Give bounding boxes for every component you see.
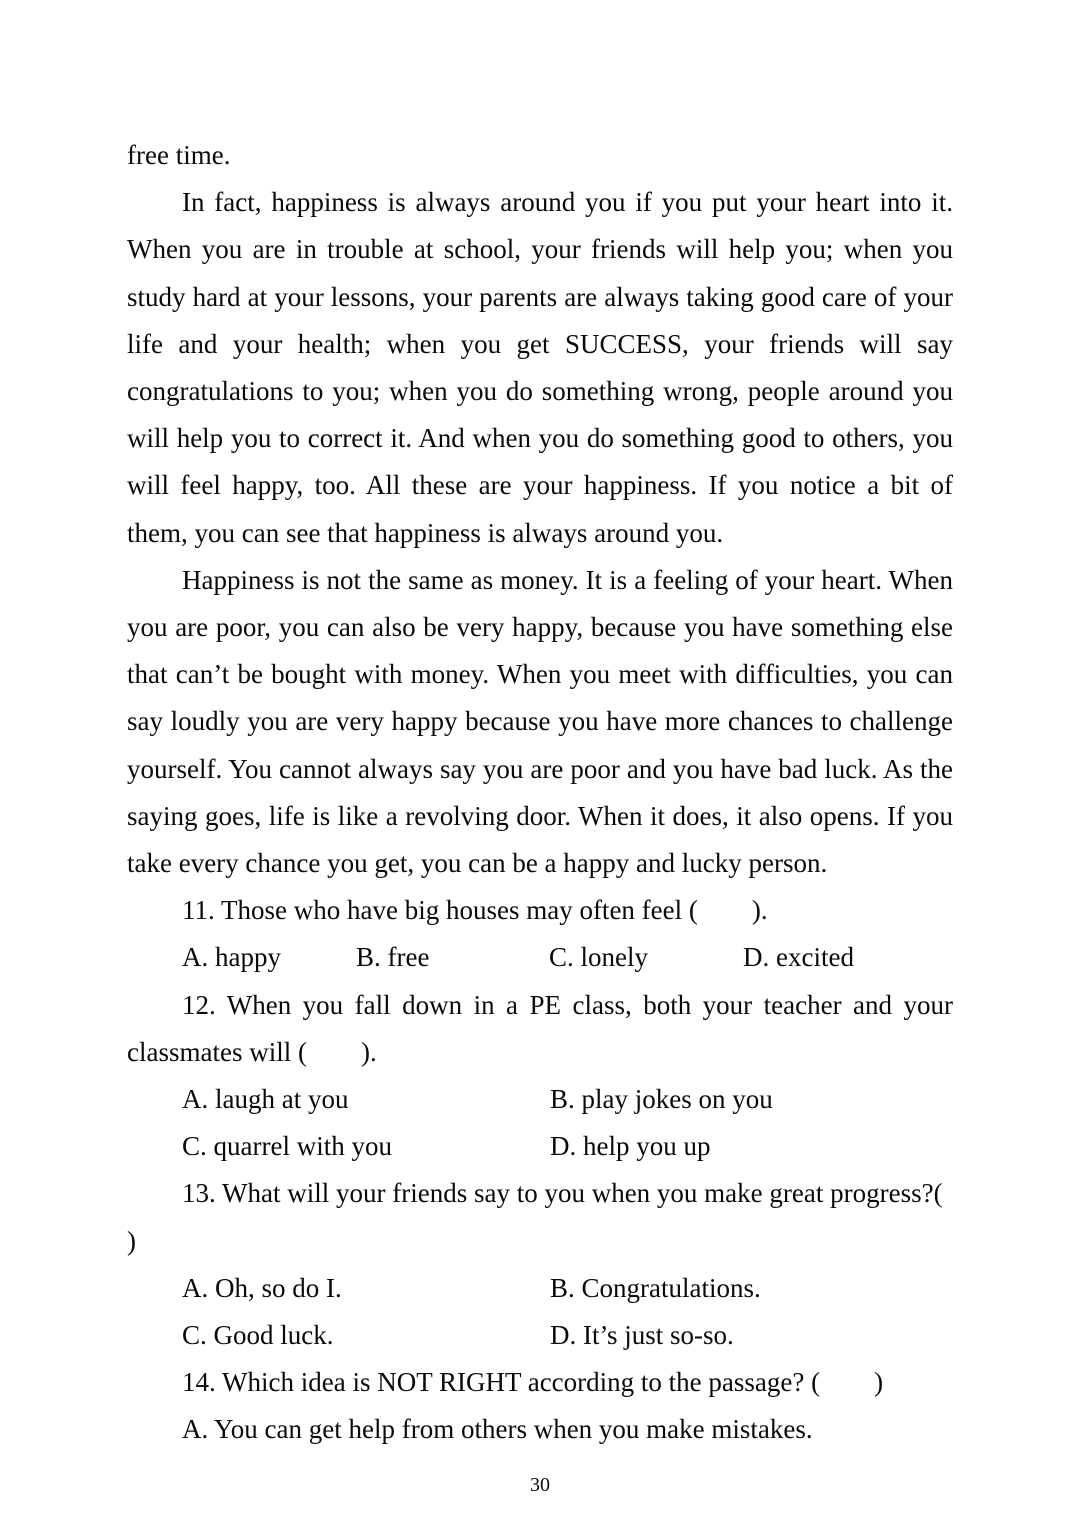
option-13-d: D. It’s just so-so. [550, 1320, 734, 1351]
option-13-c: C. Good luck. [182, 1320, 334, 1351]
option-11-c: C. lonely [549, 942, 648, 973]
question-12-options-row-1 [127, 1076, 953, 1123]
question-12-options-row-2 [127, 1123, 953, 1170]
option-12-d: D. help you up [550, 1131, 711, 1162]
option-12-c: C. quarrel with you [182, 1131, 392, 1162]
question-14-text: 14. Which idea is NOT RIGHT according to the passage? ( ) [182, 1367, 884, 1398]
page-number: 30 [530, 1473, 550, 1496]
option-11-b: B. free [356, 942, 430, 973]
question-11-options [127, 934, 953, 981]
option-13-a: A. Oh, so do I. [182, 1272, 342, 1303]
passage-paragraph-1: In fact, happiness is always around you if you put your heart into it. When you are in trouble at school, your friends will help you; when you study hard at your lessons, your parents are always taking good care of your life and your health; when you get SUCCESS, your friends will say congratulations to you; when you do something wrong, people around you will help you to correct it. And when you do something good to others, you will feel happy, too. All these are your happiness. If you notice a bit of them, you can see that happiness is always around you. [127, 187, 953, 548]
question-14-options [127, 1406, 953, 1453]
question-13-text: 13. What will your friends say to you when you make great progress?( ) [127, 1178, 997, 1256]
option-11-a: A. happy [182, 942, 281, 973]
option-14-a: A. You can get help from others when you make mistakes. [182, 1414, 813, 1445]
question-12-text: 12. When you fall down in a PE class, both your teacher and your classmates will ( ). [127, 989, 960, 1067]
option-13-b: B. Congratulations. [550, 1272, 761, 1303]
passage-paragraph-2: Happiness is not the same as money. It is a feeling of your heart. When you are poor, you can also be very happy, because you have something else that can’t be bought with money. When you meet with difficulties, you can say loudly you are very happy because you have more chances to challenge yourself. You cannot always say you are poor and you have bad luck. As the saying goes, life is like a revolving door. When it does, it also opens. If you take every chance you get, you can be a happy and lucky person. [127, 564, 953, 879]
question-13-options-row-1 [127, 1265, 953, 1312]
question-13-options-row-2 [127, 1312, 953, 1359]
page-body [127, 0, 997, 1454]
question-11-text: 11. Those who have big houses may often feel ( ). [182, 895, 768, 926]
passage-fragment: free time. [127, 140, 231, 170]
option-12-a: A. laugh at you [182, 1084, 349, 1115]
option-11-d: D. excited [743, 942, 854, 973]
option-12-b: B. play jokes on you [550, 1084, 773, 1115]
